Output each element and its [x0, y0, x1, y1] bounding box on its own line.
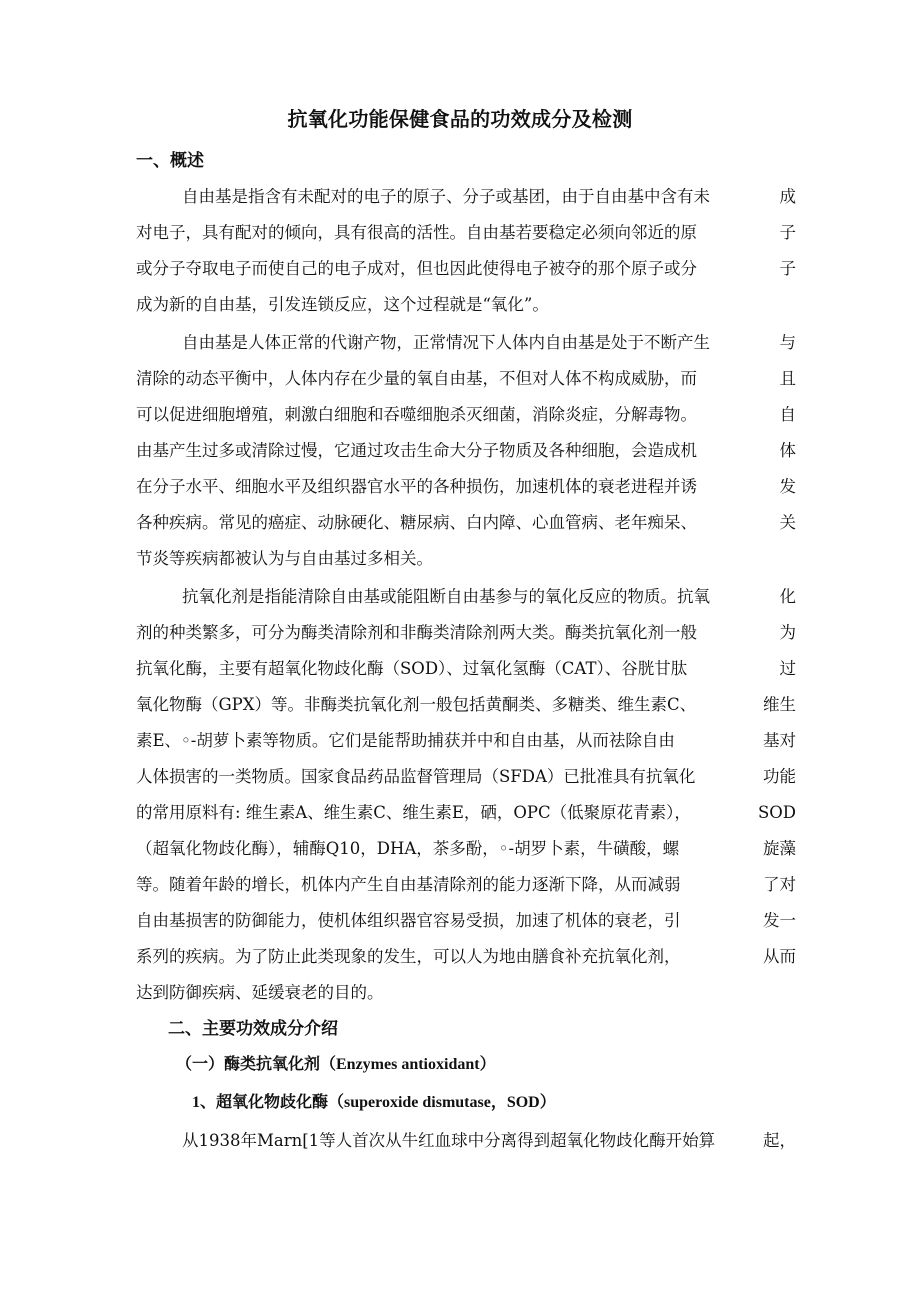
line-end: 基对	[763, 731, 796, 750]
section-heading-main-ingredients: 二、主要功效成分介绍	[168, 1019, 338, 1039]
line-text: 抗氧化酶，主要有超氧化物歧化酶（SOD）、过氧化氢酶（CAT）、谷胱甘肽	[136, 659, 688, 678]
line-end: SOD	[757, 803, 796, 822]
paragraph-line	[136, 362, 796, 396]
line-end: 了对	[763, 875, 796, 894]
line-end: 且	[779, 369, 796, 388]
line-text: 自由基损害的防御能力，使机体组织器官容易受损，加速了机体的衰老，引	[136, 911, 681, 930]
line-text: 人体损害的一类物质。国家食品药品监督管理局（SFDA）已批准具有抗氧化	[136, 767, 696, 786]
line-end: 功能	[763, 767, 796, 786]
paragraph-line	[136, 904, 796, 938]
subsection-heading-sod: 1、超氧化物歧化酶（superoxide dismutase，SOD）	[192, 1094, 556, 1111]
line-text: （超氧化物歧化酶），辅酶Q10，DHA，茶多酚，◦-胡罗卜素，牛磺酸，螺	[136, 839, 680, 858]
line-end: 发	[779, 477, 796, 496]
line-end: 化	[779, 587, 796, 606]
paragraph-line	[136, 288, 796, 322]
paragraph-line	[136, 760, 796, 794]
paragraph-line	[182, 180, 796, 214]
line-text: 抗氧化剂是指能清除自由基或能阻断自由基参与的氧化反应的物质。抗氧	[182, 587, 710, 606]
paragraph-line	[136, 832, 796, 866]
paragraph-line	[136, 470, 796, 504]
line-text: 的常用原料有: 维生素A、维生素C、维生素E，硒，OPC（低聚原花青素），	[136, 803, 691, 822]
line-text: 各种疾病。常见的癌症、动脉硬化、糖尿病、白内障、心血管病、老年痴呆、	[136, 513, 697, 532]
line-end: 子	[779, 259, 796, 278]
paragraph-line	[136, 796, 796, 830]
line-end: 关	[779, 513, 796, 532]
paragraph-line	[136, 688, 796, 722]
paragraph-line	[136, 652, 796, 686]
paragraph-line	[182, 326, 796, 360]
paragraph-line	[136, 506, 796, 540]
line-text: 或分子夺取电子而使自己的电子成对，但也因此使得电子被夺的那个原子或分	[136, 259, 697, 278]
paragraph-line	[136, 868, 796, 902]
paragraph-line	[136, 976, 796, 1010]
paragraph-line	[136, 434, 796, 468]
section-heading-overview: 一、概述	[136, 151, 204, 171]
line-end: 起，	[763, 1131, 796, 1150]
line-text: 由基产生过多或清除过慢，它通过攻击生命大分子物质及各种细胞，会造成机	[136, 441, 697, 460]
line-end: 自	[779, 405, 796, 424]
line-text: 节炎等疾病都被认为与自由基过多相关。	[136, 549, 433, 568]
line-end: 体	[779, 441, 796, 460]
line-end: 从而	[763, 947, 796, 966]
document-title: 抗氧化功能保健食品的功效成分及检测	[287, 107, 633, 131]
line-text: 对电子，具有配对的倾向，具有很高的活性。自由基若要稳定必须向邻近的原	[136, 223, 697, 242]
paragraph-line	[182, 580, 796, 614]
line-text: 自由基是指含有未配对的电子的原子、分子或基团，由于自由基中含有未	[182, 187, 710, 206]
paragraph-line	[136, 398, 796, 432]
line-end: 子	[779, 223, 796, 242]
line-end: 成	[779, 187, 796, 206]
line-text: 成为新的自由基，引发连锁反应，这个过程就是“氧化”。	[136, 295, 549, 314]
paragraph-line	[136, 724, 796, 758]
line-end: 发一	[763, 911, 796, 930]
paragraph-line	[136, 542, 796, 576]
paragraph-line	[136, 616, 796, 650]
line-end: 过	[779, 659, 796, 678]
line-text: 可以促进细胞增殖，刺激白细胞和吞噬细胞杀灭细菌，消除炎症，分解毒物。	[136, 405, 697, 424]
line-text: 氧化物酶（GPX）等。非酶类抗氧化剂一般包括黄酮类、多糖类、维生素C、	[136, 695, 697, 714]
line-text: 从1938年Marn[1等人首次从牛红血球中分离得到超氧化物歧化酶开始算	[182, 1131, 716, 1150]
line-end: 旋藻	[763, 839, 796, 858]
line-text: 清除的动态平衡中，人体内存在少量的氧自由基，不但对人体不构成威胁，而	[136, 369, 697, 388]
line-text: 素E、◦-胡萝卜素等物质。它们是能帮助捕获并中和自由基，从而祛除自由	[136, 731, 675, 750]
line-end: 维生	[763, 695, 796, 714]
line-text: 等。随着年龄的增长，机体内产生自由基清除剂的能力逐渐下降，从而减弱	[136, 875, 681, 894]
paragraph-line	[136, 252, 796, 286]
line-text: 剂的种类繁多，可分为酶类清除剂和非酶类清除剂两大类。酶类抗氧化剂一般	[136, 623, 697, 642]
line-text: 达到防御疾病、延缓衰老的目的。	[136, 983, 384, 1002]
line-text: 在分子水平、细胞水平及组织器官水平的各种损伤，加速机体的衰老进程并诱	[136, 477, 697, 496]
subsection-heading-enzymes: （一）酶类抗氧化剂（Enzymes antioxidant）	[176, 1056, 496, 1073]
line-text: 系列的疾病。为了防止此类现象的发生，可以人为地由膳食补充抗氧化剂，	[136, 947, 681, 966]
line-text: 自由基是人体正常的代谢产物，正常情况下人体内自由基是处于不断产生	[182, 333, 710, 352]
paragraph-line	[182, 1124, 796, 1158]
paragraph-line	[136, 216, 796, 250]
line-end: 为	[779, 623, 796, 642]
paragraph-line	[136, 940, 796, 974]
line-end: 与	[779, 333, 796, 352]
